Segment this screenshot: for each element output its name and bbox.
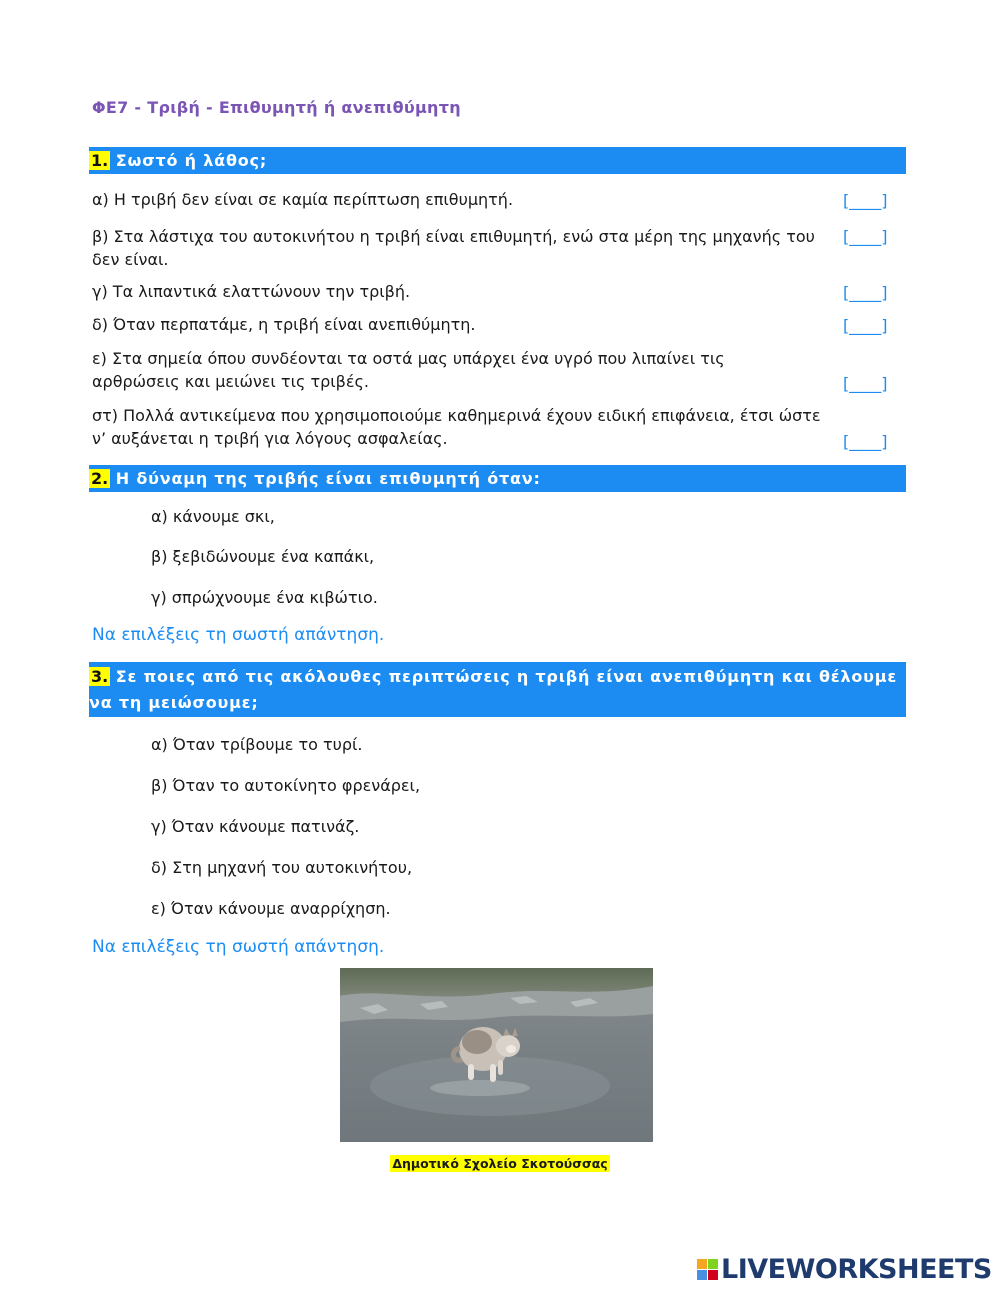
option-b[interactable]: β) Όταν το αυτοκίνητο φρενάρει, (151, 776, 421, 795)
instruction-hint: Να επιλέξεις τη σωστή απάντηση. (92, 625, 385, 645)
statement-b: β) Στα λάστιχα του αυτοκινήτου η τριβή είναι επιθυμητή, ενώ στα μέρη της μηχανής του δεν είναι. (92, 227, 815, 269)
answer-blank-e[interactable]: [____] (843, 374, 888, 393)
section-heading: Σωστό ή λάθος; (115, 151, 268, 170)
answer-blank-b[interactable]: [____] (843, 227, 888, 246)
option-c[interactable]: γ) σπρώχνουμε ένα κιβώτιο. (151, 588, 378, 607)
instruction-hint: Να επιλέξεις τη σωστή απάντηση. (92, 937, 385, 957)
section-heading: Σε ποιες από τις ακόλουθες περιπτώσεις η τριβή είναι ανεπιθύμητη και θέλουμε να τη μειώσουμε; (89, 667, 898, 712)
section-1-header (89, 147, 906, 174)
logo-text: LIVEWORKSHEETS (721, 1253, 992, 1285)
worksheet-title: ΦΕ7 - Τριβή - Επιθυμητή ή ανεπιθύμητη (92, 98, 461, 117)
option-d[interactable]: δ) Στη μηχανή του αυτοκινήτου, (151, 858, 413, 877)
statement-a: α) Η τριβή δεν είναι σε καμία περίπτωση επιθυμητή. (92, 190, 514, 209)
section-3-header (89, 662, 906, 717)
section-number: 3. (91, 667, 109, 686)
answer-blank-c[interactable]: [____] (843, 283, 888, 302)
option-c[interactable]: γ) Όταν κάνουμε πατινάζ. (151, 817, 360, 836)
option-b[interactable]: β) ξεβιδώνουμε ένα καπάκι, (151, 547, 375, 566)
statement-c: γ) Τα λιπαντικά ελαττώνουν την τριβή. (92, 282, 411, 301)
cat-on-ice-photo (340, 968, 653, 1142)
option-a[interactable]: α) κάνουμε σκι, (151, 507, 275, 526)
statement-d: δ) Όταν περπατάμε, η τριβή είναι ανεπιθύμητη. (92, 315, 476, 334)
answer-blank-f[interactable]: [____] (843, 432, 888, 451)
statement-e: ε) Στα σημεία όπου συνδέονται τα οστά μας υπάρχει ένα υγρό που λιπαίνει τις αρθρώσεις και μειώνει τις τριβές. (92, 349, 725, 391)
logo-blocks-icon (697, 1259, 718, 1280)
section-number: 2. (91, 469, 109, 488)
answer-blank-d[interactable]: [____] (843, 316, 888, 335)
section-heading: Η δύναμη της τριβής είναι επιθυμητή όταν: (115, 469, 541, 488)
liveworksheets-logo (697, 1254, 992, 1284)
statement-f: στ) Πολλά αντικείμενα που χρησιμοποιούμε καθημερινά έχουν ειδική επιφάνεια, έτσι ώστε ν’ αυξάνεται η τριβή για λόγους ασφαλείας. (92, 406, 821, 448)
option-e[interactable]: ε) Όταν κάνουμε αναρρίχηση. (151, 899, 391, 918)
school-caption: Δημοτικό Σχολείο Σκοτούσσας (392, 1156, 608, 1171)
option-a[interactable]: α) Όταν τρίβουμε το τυρί. (151, 735, 363, 754)
section-2-header (89, 465, 906, 492)
answer-blank-a[interactable]: [____] (843, 191, 888, 210)
section-number: 1. (91, 151, 109, 170)
